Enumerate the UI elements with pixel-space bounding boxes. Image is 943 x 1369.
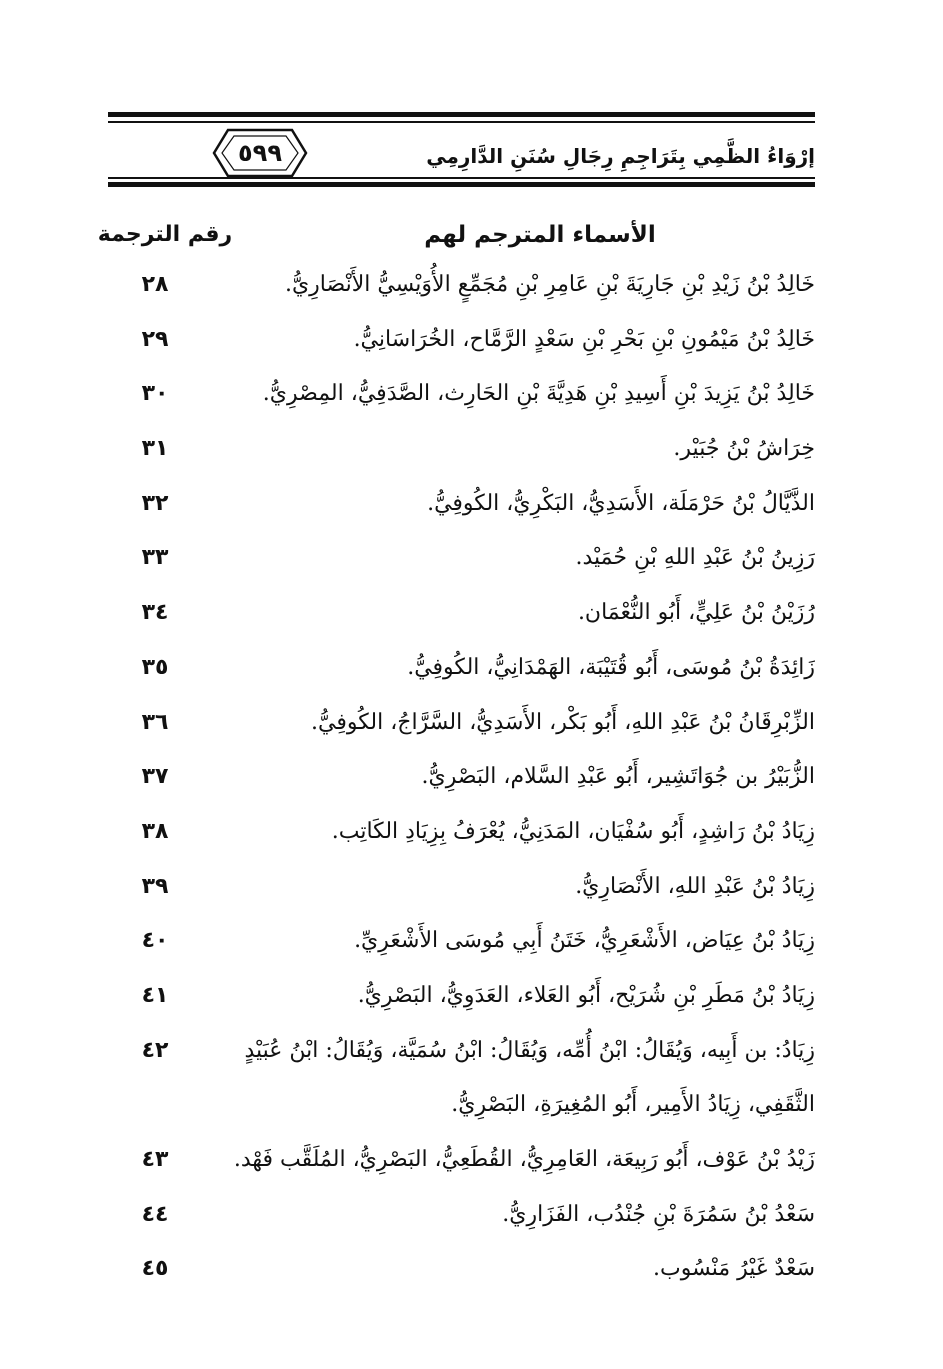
list-item [0,860,943,915]
page-number: ٥٩٩ [238,139,282,167]
entry-name: زَائِدَةُ بْنُ مُوسَى، أَبُو قُتَيْبَة، الهَمْدَانِيُّ، الكُوفِيُّ. [407,654,815,680]
entry-number: ٤٥ [141,1256,169,1282]
list-item [0,258,943,313]
list-item [0,696,943,751]
entry-name: زِيَادُ بْنُ مَطَرِ بْنِ شُرَيْح، أَبُو العَلاء، العَدَوِيُّ، البَصْرِيُّ. [357,982,815,1008]
list-item [0,422,943,477]
entry-number: ٤٤ [141,1201,169,1227]
list-item [0,641,943,696]
names-column-heading: الأسماء المترجم لهم [424,222,656,248]
header-rule-bottom-thin [108,177,815,179]
entry-name: زَيْدُ بْنُ عَوْف، أَبُو رَبِيعَة، العَامِرِيُّ، القُطَعِيُّ، البَصْرِيُّ، المُلَقَّب فَهْد. [233,1147,815,1173]
entry-number: ٢٩ [141,326,169,352]
list-item [0,750,943,805]
entry-number: ٣٩ [141,873,169,899]
entry-number: ٣٦ [141,709,169,735]
entry-name: زِيَادُ بْنُ عِيَاض، الأَشْعَرِيُّ، خَتَنُ أَبِي مُوسَى الأَشْعَرِيِّ. [354,928,815,954]
entry-number: ٤١ [141,982,169,1008]
entry-name: زِيَادُ: بن أَبِيه، وَيُقَالُ: ابْنُ أُمِّه، وَيُقَالُ: ابْنُ سُمَيَّة، وَيُقَالُ: ابْنُ عُبَيْدٍ الثَّقَفِي، زِيَادُ الأَمِير، أَبُو المُغِيرَةِ، البَصْرِيُّ. [244,1037,815,1118]
list-item [0,1133,943,1188]
entry-name: سَعْدٌ غَيْرُ مَنْسُوب. [653,1256,815,1282]
number-column-heading: رقم الترجمة [97,222,233,247]
entry-name: رُزَيْنُ بْنُ عَلِيٍّ، أَبُو النُّعْمَان. [577,600,815,626]
list-item [0,1024,943,1133]
entry-number: ٣٥ [141,654,169,680]
list-item [0,477,943,532]
list-item [0,531,943,586]
list-item [0,586,943,641]
entry-name: سَعْدُ بْنُ سَمُرَةَ بْنِ جُنْدُب، الفَزَارِيُّ. [502,1201,815,1227]
entry-number: ٣٨ [141,818,169,844]
entry-number: ٣٧ [141,764,169,790]
entry-name: رَزِينُ بْنُ عَبْدِ اللهِ بْنِ حُمَيْد. [575,545,815,571]
header-rule-top [108,112,815,117]
entry-number: ٣٠ [141,381,169,407]
entry-number: ٢٨ [141,272,169,297]
list-item [0,1242,943,1297]
entry-name: الزِّبْرِقَانُ بْنُ عَبْدِ اللهِ، أَبُو بَكْر، الأَسَدِيُّ، السَّرَّاجُ، الكُوفِيُّ. [311,709,815,735]
entry-number: ٣٣ [141,545,169,571]
entry-number: ٣٤ [141,600,169,626]
entry-name: خَالِدُ بْنُ مَيْمُونِ بْنِ بَحْرِ بْنِ سَعْدٍ الرَّمَّاح، الخُرَاسَانِيُّ. [353,326,815,352]
entry-number: ٤٠ [141,928,169,954]
index-list [0,258,943,1297]
entry-number: ٤٢ [141,1037,169,1063]
list-item [0,969,943,1024]
entry-name: خِرَاشُ بْنُ جُبَيْر. [673,436,815,462]
entry-name: زِيَادُ بْنُ عَبْدِ اللهِ، الأَنْصَارِيُّ. [575,873,815,899]
entry-number: ٤٣ [141,1147,169,1173]
book-title: إرْوَاءُ الظَّمِي بِتَرَاجِمِ رِجَالِ سُنَنِ الدَّارِمِي [426,144,815,168]
list-item [0,805,943,860]
entry-number: ٣٢ [141,490,169,516]
header-rule-bottom [108,182,815,187]
entry-number: ٣١ [141,436,169,462]
list-item [0,313,943,368]
entry-name: خَالِدُ بْنُ يَزِيدَ بْنِ أَسِيدِ بْنِ هَدِيَّةَ بْنِ الحَارِث، الصَّدَفِيُّ، المِصْرِيُّ. [262,381,815,407]
entry-name: الذَّيَّالُ بْنُ حَرْمَلَة، الأَسَدِيُّ، البَكْرِيُّ، الكُوفِيُّ. [427,490,815,516]
entry-name: خَالِدُ بْنُ زَيْدِ بْنِ جَارِيَةَ بْنِ عَامِرِ بْنِ مُجَمِّعٍ الأُوَيْسِيُّ الأَنْصَارِيُّ. [284,272,815,297]
entry-name: الزُّبَيْرُ بن جُوَاتَشِير، أَبُو عَبْدِ السَّلام، البَصْرِيُّ. [421,764,815,790]
page-number-badge [210,122,310,184]
list-item [0,914,943,969]
entry-name: زِيَادُ بْنُ رَاشِدٍ، أَبُو سُفْيَان، المَدَنِيُّ، يُعْرَفُ بِزِيَادِ الكَاتِب. [331,818,815,844]
list-item [0,1188,943,1243]
list-item [0,367,943,422]
